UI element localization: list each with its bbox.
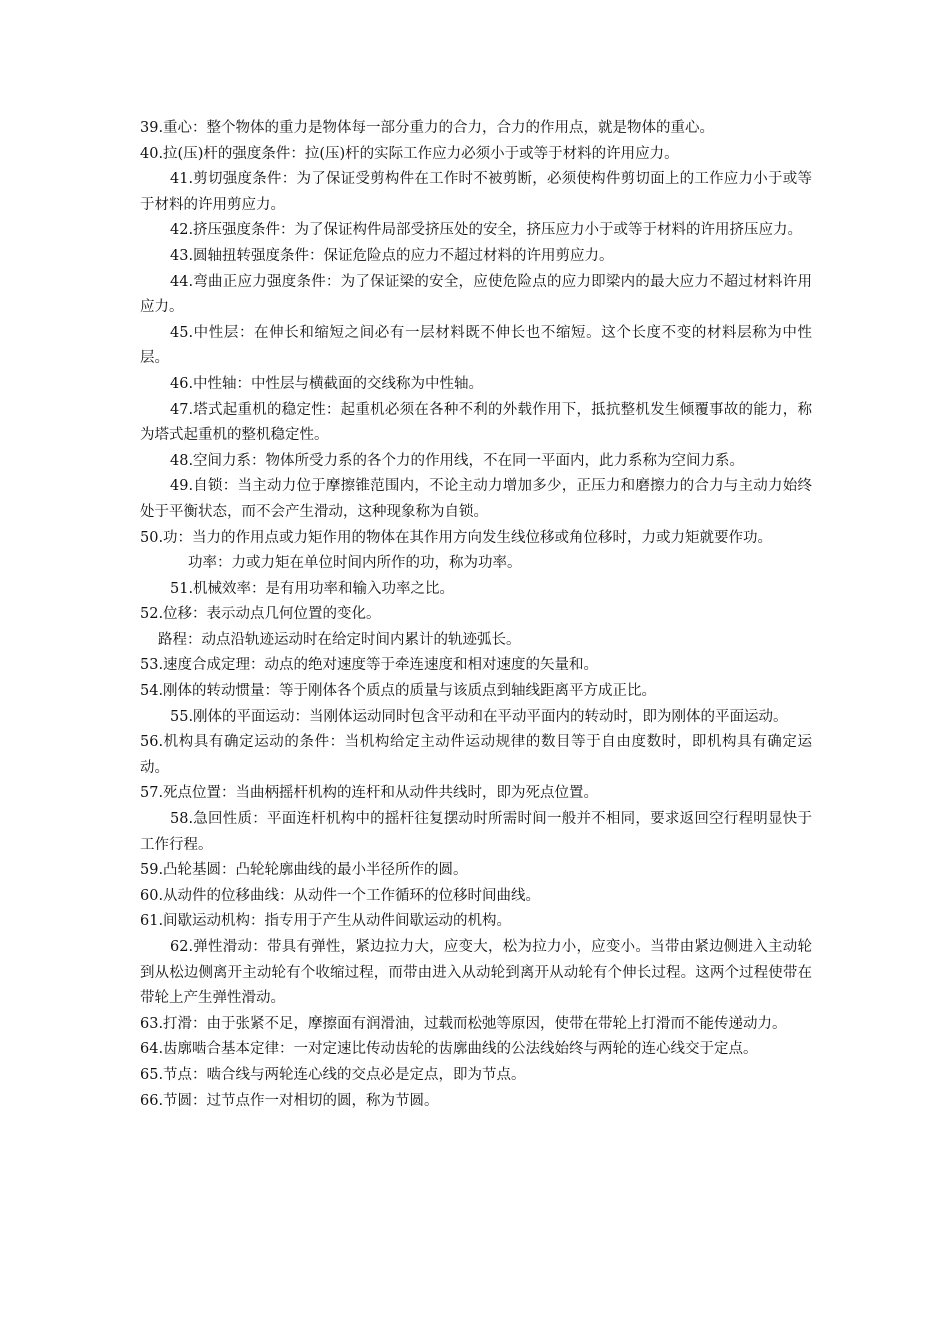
paragraph-49: 49.自锁：当主动力位于摩擦锥范围内，不论主动力增加多少，正压力和磨擦力的合力与主动力始终处于平衡状态，而不会产生滑动，这种现象称为自锁。 bbox=[140, 478, 812, 520]
paragraph-47: 47.塔式起重机的稳定性：起重机必须在各种不利的外载作用下，抵抗整机发生倾覆事故的能力，称为塔式起重机的整机稳定性。 bbox=[140, 401, 812, 444]
paragraph-46: 46.中性轴：中性层与横截面的交线称为中性轴。 bbox=[170, 375, 484, 392]
paragraph-50-power: 功率：力或力矩在单位时间内所作的功，称为功率。 bbox=[188, 555, 522, 572]
paragraph-60: 60.从动件的位移曲线：从动件一个工作循环的位移时间曲线。 bbox=[140, 887, 541, 904]
paragraph-50: 50.功：当力的作用点或力矩作用的物体在其作用方向发生线位移或角位移时，力或力矩就要作功。 bbox=[140, 529, 773, 546]
paragraph-40: 40.拉(压)杆的强度条件：拉(压)杆的实际工作应力必须小于或等于材料的许用应力。 bbox=[140, 145, 679, 162]
paragraph-57: 57.死点位置：当曲柄摇杆机构的连杆和从动件共线时，即为死点位置。 bbox=[140, 785, 599, 802]
paragraph-66: 66.节圆：过节点作一对相切的圆，称为节圆。 bbox=[140, 1092, 439, 1109]
paragraph-45: 45.中性层：在伸长和缩短之间必有一层材料既不伸长也不缩短。这个长度不变的材料层称为中性层。 bbox=[140, 324, 812, 367]
paragraph-62: 62.弹性滑动：带具有弹性，紧边拉力大，应变大，松为拉力小，应变小。当带由紧边侧进入主动轮到从松边侧离开主动轮有个收缩过程，而带由进入从动轮到离开从动轮有个伸长过程。这两个过程使带在带轮上产生弹性滑动。 bbox=[140, 939, 812, 1007]
paragraph-52: 52.位移：表示动点几何位置的变化。 bbox=[140, 606, 381, 623]
paragraph-42: 42.挤压强度条件：为了保证构件局部受挤压处的安全，挤压应力小于或等于材料的许用挤压应力。 bbox=[170, 222, 803, 239]
paragraph-53: 53.速度合成定理：动点的绝对速度等于牵连速度和相对速度的矢量和。 bbox=[140, 657, 599, 674]
paragraph-39: 39.重心：整个物体的重力是物体每一部分重力的合力，合力的作用点，就是物体的重心。 bbox=[140, 120, 715, 136]
paragraph-63: 63.打滑：由于张紧不足，摩擦面有润滑油，过载而松弛等原因，使带在带轮上打滑而不能传递动力。 bbox=[140, 1015, 787, 1032]
paragraph-56: 56.机构具有确定运动的条件：当机构给定主动件运动规律的数目等于自由度数时，即机构具有确定运动。 bbox=[140, 734, 812, 776]
paragraph-52-path: 路程：动点沿轨迹运动时在给定时间内累计的轨迹弧长。 bbox=[158, 631, 521, 648]
paragraph-54: 54.刚体的转动惯量：等于刚体各个质点的质量与该质点到轴线距离平方成正比。 bbox=[140, 683, 657, 700]
paragraph-58: 58.急回性质：平面连杆机构中的摇杆往复摆动时所需时间一般并不相同，要求返回空行程明显快于工作行程。 bbox=[140, 811, 812, 853]
paragraph-48: 48.空间力系：物体所受力系的各个力的作用线，不在同一平面内，此力系称为空间力系。 bbox=[170, 452, 745, 469]
paragraph-64: 64.齿廓啮合基本定律：一对定速比传动齿轮的齿廓曲线的公法线始终与两轮的连心线交于定点。 bbox=[140, 1041, 758, 1058]
paragraph-41: 41.剪切强度条件：为了保证受剪构件在工作时不被剪断，必须使构件剪切面上的工作应力小于或等于材料的许用剪应力。 bbox=[140, 171, 812, 213]
paragraph-43: 43.圆轴扭转强度条件：保证危险点的应力不超过材料的许用剪应力。 bbox=[170, 247, 614, 264]
paragraph-51: 51.机械效率：是有用功率和输入功率之比。 bbox=[170, 580, 455, 597]
document-body bbox=[140, 116, 812, 1114]
paragraph-44: 44.弯曲正应力强度条件：为了保证梁的安全，应使危险点的应力即梁内的最大应力不超过材料许用应力。 bbox=[140, 273, 812, 316]
paragraph-59: 59.凸轮基圆：凸轮轮廓曲线的最小半径所作的圆。 bbox=[140, 862, 468, 879]
paragraph-55: 55.刚体的平面运动：当刚体运动同时包含平动和在平动平面内的转动时，即为刚体的平面运动。 bbox=[170, 708, 788, 725]
paragraph-61: 61.间歇运动机构：指专用于产生从动件间歇运动的机构。 bbox=[140, 913, 512, 930]
paragraph-65: 65.节点：啮合线与两轮连心线的交点必是定点，即为节点。 bbox=[140, 1066, 526, 1083]
